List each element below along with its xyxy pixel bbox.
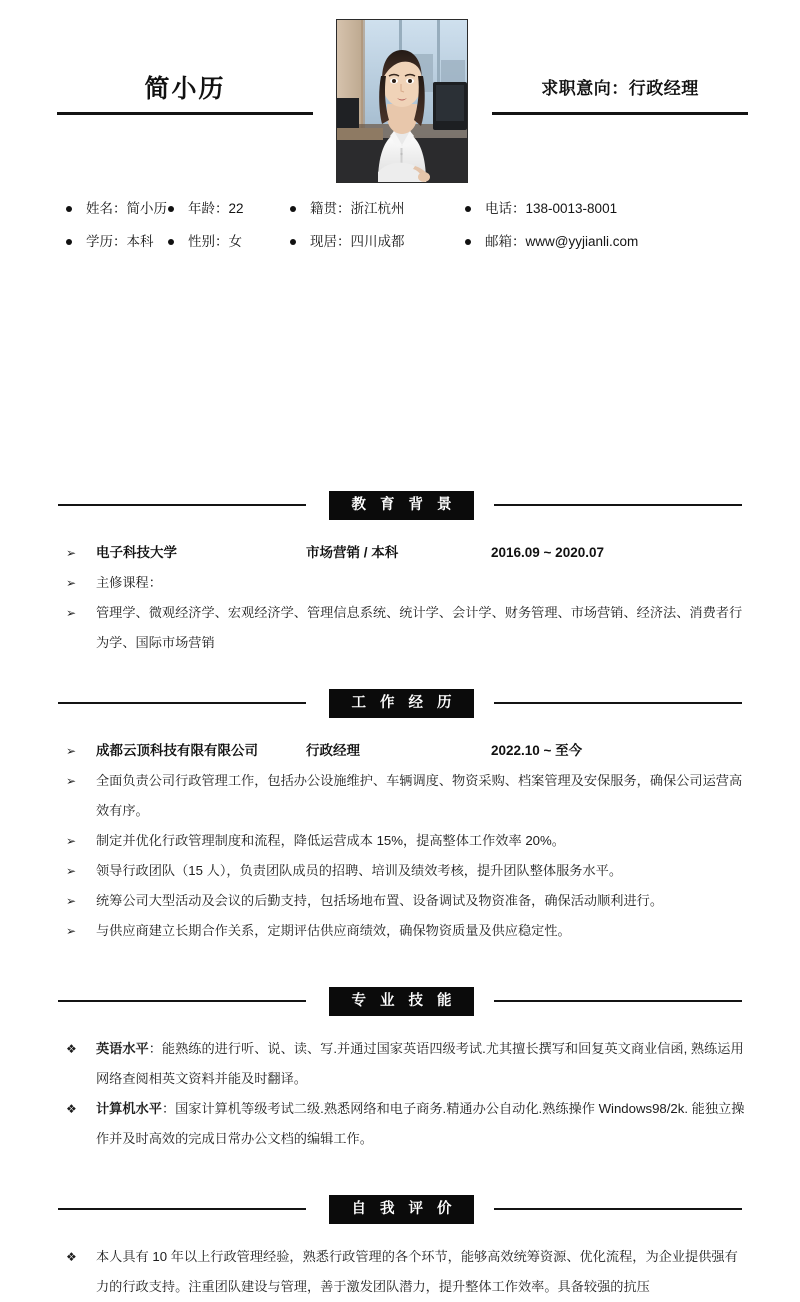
bullet-dot-icon	[465, 239, 471, 245]
spacer	[0, 1224, 800, 1242]
education-entry	[66, 538, 748, 568]
education-courses-text: 管理学、微观经济学、宏观经济学、管理信息系统、统计学、会计学、财务管理、市场营销、经济法、消费者行为学、国际市场营销	[96, 605, 743, 650]
section-rule-left	[58, 504, 306, 506]
contact-item-degree	[0, 233, 168, 251]
contact-text: 姓名：简小历	[86, 200, 167, 216]
work-company: 成都云顶科技有限有限公司	[96, 743, 258, 758]
education-school: 电子科技大学	[96, 545, 177, 560]
skill-english	[96, 1034, 748, 1094]
work-duty: 制定并优化行政管理制度和流程，降低运营成本 15%，提高整体工作效率 20%。	[96, 833, 565, 848]
list-item	[66, 1094, 748, 1154]
list-item	[66, 886, 748, 916]
arrow-bullet-icon: ➢	[66, 606, 77, 620]
arrow-bullet-icon: ➢	[66, 834, 77, 848]
contact-text: 现居：四川成都	[310, 233, 405, 249]
diamond-bullet-icon: ❖	[66, 1250, 77, 1264]
contact-text: 学历：本科	[86, 233, 154, 249]
work-role: 行政经理	[306, 743, 360, 758]
contact-item-residence	[290, 233, 465, 251]
avatar	[336, 19, 468, 183]
job-objective: 求职意向：行政经理	[541, 79, 699, 98]
name-block	[57, 74, 313, 115]
contact-grid	[0, 192, 800, 258]
spacer	[0, 946, 800, 986]
section-rule-left	[58, 1000, 306, 1002]
page-title: 简小历	[144, 75, 226, 103]
education-major: 市场营销 / 本科	[306, 545, 399, 560]
spacer	[0, 450, 800, 490]
section-rule-right	[494, 1208, 742, 1210]
section-rule-left	[58, 702, 306, 704]
work-duty: 领导行政团队（15 人），负责团队成员的招聘、培训及绩效考核，提升团队整体服务水平。	[96, 863, 623, 878]
section-header-evaluation	[0, 1194, 800, 1224]
skill-computer	[96, 1094, 748, 1154]
contact-text: 邮箱：www@yyjianli.com	[485, 233, 639, 249]
portrait-photo	[337, 20, 467, 182]
diamond-bullet-icon: ❖	[66, 1042, 77, 1056]
education-date: 2016.09 ~ 2020.07	[491, 545, 604, 560]
contact-item-phone	[465, 200, 715, 218]
list-item	[66, 1242, 748, 1302]
work-duty: 全面负责公司行政管理工作，包括办公设施维护、车辆调度、物资采购、档案管理及安保服务，确保公司运营高效有序。	[96, 773, 743, 818]
section-rule-left	[58, 1208, 306, 1210]
bullet-dot-icon	[290, 239, 296, 245]
spacer	[0, 520, 800, 538]
work-duty: 与供应商建立长期合作关系，定期评估供应商绩效，确保物资质量及供应稳定性。	[96, 923, 571, 938]
section-title-education: 教 育 背 景	[329, 491, 474, 520]
section-rule-right	[494, 1000, 742, 1002]
spacer	[0, 1154, 800, 1194]
spacer	[0, 1016, 800, 1034]
contact-item-age	[168, 200, 290, 218]
section-rule-right	[494, 504, 742, 506]
section-header-education	[0, 490, 800, 520]
skill-text: ：能熟练的进行听、说、读、写.并通过国家英语四级考试.尤其擅长撰写和回复英文商业信函, 熟练运用网络查阅相英文资料并能及时翻译。	[96, 1041, 744, 1086]
list-item	[66, 568, 748, 598]
section-title-skills: 专 业 技 能	[329, 987, 474, 1016]
arrow-bullet-icon: ➢	[66, 774, 77, 788]
skill-label: 英语水平	[96, 1041, 149, 1056]
education-courses-label: 主修课程：	[96, 575, 162, 590]
list-item	[66, 766, 748, 826]
arrow-bullet-icon: ➢	[66, 894, 77, 908]
section-title-work: 工 作 经 历	[329, 689, 474, 718]
arrow-bullet-icon: ➢	[66, 576, 77, 590]
list-item	[66, 1034, 748, 1094]
section-header-work	[0, 688, 800, 718]
section-header-skills	[0, 986, 800, 1016]
diamond-bullet-icon: ❖	[66, 1102, 77, 1116]
bullet-dot-icon	[290, 206, 296, 212]
list-item	[66, 856, 748, 886]
name-underline	[57, 112, 313, 115]
contact-item-gender	[168, 233, 290, 251]
contact-text: 籍贯：浙江杭州	[310, 200, 405, 216]
section-rule-right	[494, 702, 742, 704]
spacer	[0, 718, 800, 736]
contact-item-name	[0, 200, 168, 218]
skill-label: 计算机水平	[96, 1101, 162, 1116]
arrow-bullet-icon: ➢	[66, 546, 77, 560]
bullet-dot-icon	[168, 206, 174, 212]
contact-text: 年龄：22	[188, 200, 244, 216]
resume-header	[0, 0, 800, 190]
work-duty: 统筹公司大型活动及会议的后勤支持，包括场地布置、设备调试及物资准备，确保活动顺利进行。	[96, 893, 664, 908]
section-title-evaluation: 自 我 评 价	[329, 1195, 474, 1224]
contact-row	[0, 192, 800, 225]
bullet-dot-icon	[168, 239, 174, 245]
bullet-dot-icon	[66, 206, 72, 212]
list-item	[66, 916, 748, 946]
contact-item-hometown	[290, 200, 465, 218]
contact-row	[0, 225, 800, 258]
contact-item-email	[465, 233, 715, 251]
arrow-bullet-icon: ➢	[66, 864, 77, 878]
education-block	[0, 538, 800, 658]
contact-text: 电话：138-0013-8001	[485, 200, 618, 216]
objective-block	[492, 74, 748, 115]
portrait-illustration	[337, 20, 467, 182]
objective-underline	[492, 112, 748, 115]
arrow-bullet-icon: ➢	[66, 924, 77, 938]
skill-text: ：国家计算机等级考试二级.熟悉网络和电子商务.精通办公自动化.熟练操作 Windows98/2k. 能独立操作并及时高效的完成日常办公文档的编辑工作。	[96, 1101, 745, 1146]
list-item	[66, 598, 748, 658]
work-entry	[66, 736, 748, 766]
evaluation-block	[0, 1242, 800, 1302]
list-item	[66, 826, 748, 856]
work-date: 2022.10 ~ 至今	[491, 743, 583, 758]
evaluation-text: 本人具有 10 年以上行政管理经验，熟悉行政管理的各个环节，能够高效统筹资源、优化流程，为企业提供强有力的行政支持。注重团队建设与管理，善于激发团队潜力，提升整体工作效率。具备较强的抗压	[96, 1249, 738, 1294]
contact-text: 性别：女	[188, 233, 242, 249]
bullet-dot-icon	[465, 206, 471, 212]
spacer	[0, 658, 800, 688]
skills-block	[0, 1034, 800, 1154]
work-block	[0, 736, 800, 946]
bullet-dot-icon	[66, 239, 72, 245]
arrow-bullet-icon: ➢	[66, 744, 77, 758]
